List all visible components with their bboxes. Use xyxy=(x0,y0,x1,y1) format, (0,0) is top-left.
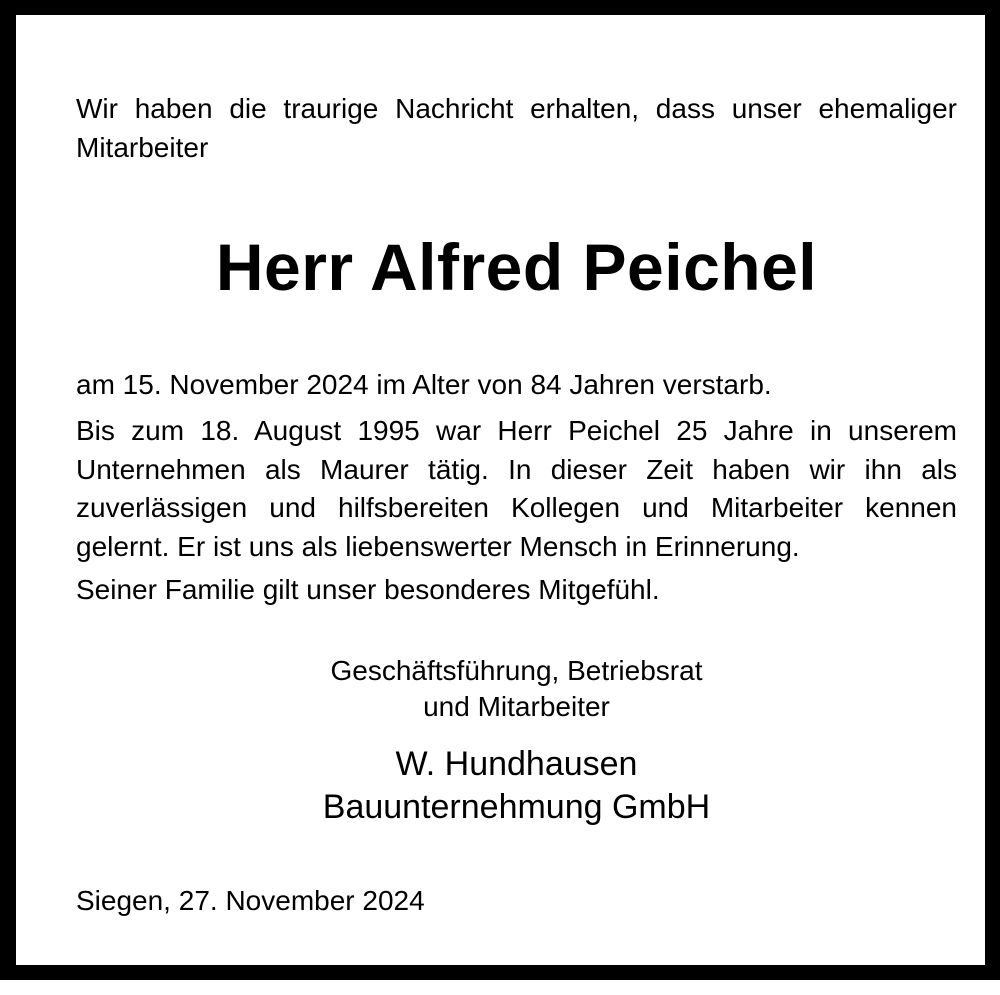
company-block xyxy=(76,743,957,829)
obituary-content xyxy=(76,15,957,995)
company-line-2: Bauunternehmung GmbH xyxy=(322,788,711,826)
sympathy-text: Seiner Familie gilt unser besonderes Mitgefühl. xyxy=(76,574,660,605)
death-notice: am 15. November 2024 im Alter von 84 Jahren verstarb. xyxy=(76,369,772,400)
signers-block xyxy=(76,653,957,725)
company-line-1: W. Hundhausen xyxy=(395,745,638,783)
biography-text: Bis zum 18. August 1995 war Herr Peichel 25 Jahre in unserem Unternehmen als Maurer tätig. In dieser Zeit haben wir ihn als zuverlässigen und hilfsbereiten Kollegen und Mitarbeiter kennen gelernt. Er ist uns als liebenswerter Mensch in Erinnerung. xyxy=(76,415,957,562)
signers-line-2: und Mitarbeiter xyxy=(423,691,610,722)
intro-text: Wir haben die traurige Nachricht erhalten, dass unser ehemaliger Mitarbeiter xyxy=(76,93,957,163)
deceased-name: Herr Alfred Peichel xyxy=(215,230,818,304)
place-date: Siegen, 27. November 2024 xyxy=(76,885,425,916)
signers-line-1: Geschäftsführung, Betriebsrat xyxy=(330,655,703,686)
